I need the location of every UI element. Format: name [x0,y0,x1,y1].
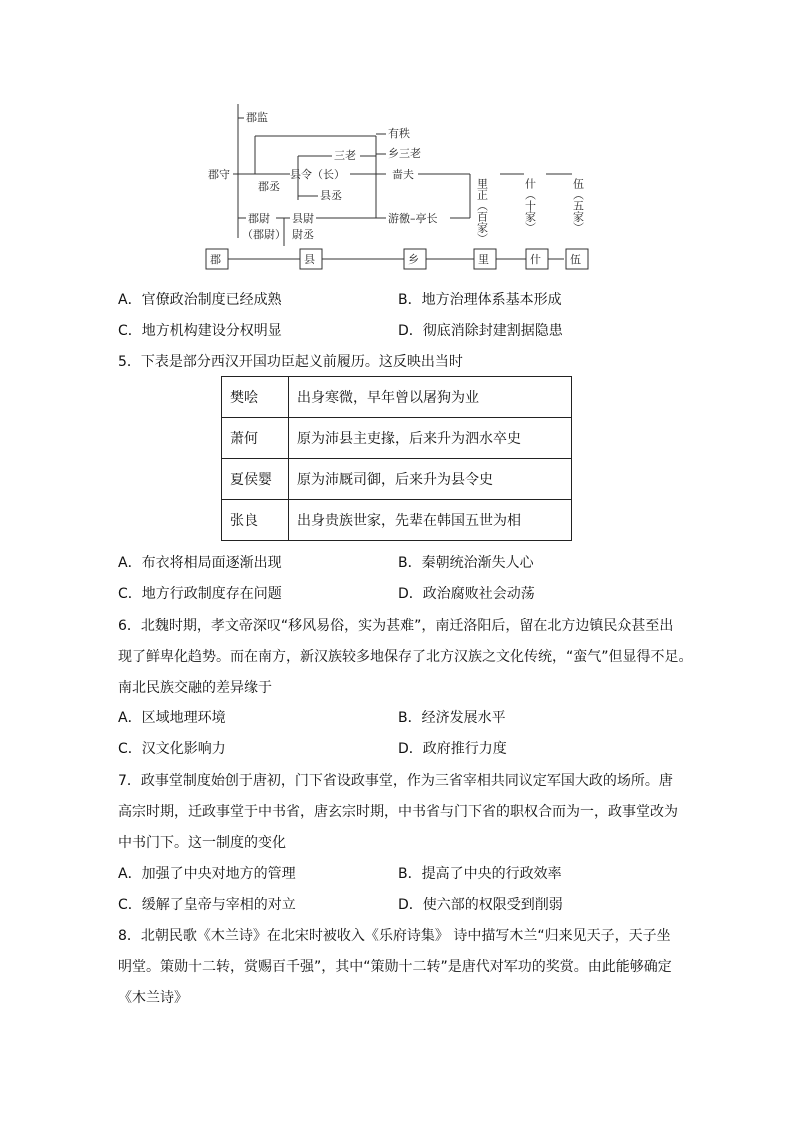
label-jianjian: 郡监 [246,111,268,124]
label-youjiao-tingzhang: 游徼–亭长 [388,212,438,225]
q4-option-d[interactable]: D．彻底消除封建割据隐患 [398,323,563,339]
level-box-xian [300,249,322,269]
q7-stem-line-2: 高宗时期，迁政事堂于中书省，唐玄宗时期，中书省与门下省的职权合而为一，政事堂改为 [118,804,678,820]
q6-stem-line-1: 6．北魏时期，孝文帝深叹“移风易俗，实为甚难”，南迁洛阳后，留在北方边镇民众甚至出 [118,618,674,634]
q8-stem-line-1: 8．北朝民歌《木兰诗》在北宋时被收入《乐府诗集》 诗中描写木兰“归来见天子，天子坐 [118,928,671,944]
label-junshou: 郡守 [208,168,230,181]
background-cell: 原为沛县主吏掾，后来升为泗水卒史 [289,418,572,459]
background-cell: 原为沛厩司御，后来升为县令史 [289,459,572,500]
label-xiancheng: 县丞 [320,189,342,202]
svg-text:里: 里 [478,253,489,266]
level-box-wu [566,249,588,269]
svg-text:乡: 乡 [408,253,419,266]
q7-stem-line-3: 中书门下。这一制度的变化 [118,835,286,851]
label-youzhi: 有秩 [388,127,410,140]
table-row [222,418,572,459]
q4-option-b[interactable]: B．地方治理体系基本形成 [398,292,562,308]
person-name-cell: 萧何 [222,418,289,459]
label-sefu: 啬夫 [392,168,414,181]
q8-stem-line-2: 明堂。策勋十二转，赏赐百千强”，其中“策勋十二转”是唐代对军功的奖赏。由此能够确定 [118,959,672,975]
label-weicheng: 尉丞 [292,228,314,241]
label-juncheng: 郡丞 [258,180,280,193]
svg-text:什（十家）: 什（十家） [523,178,537,233]
label-wu [572,178,585,233]
q6-stem-line-3: 南北民族交融的差异缘于 [118,680,272,696]
svg-text:伍: 伍 [570,253,581,266]
table-row [222,377,572,418]
background-cell: 出身贵族世家，先辈在韩国五世为相 [289,500,572,541]
q5-option-a[interactable]: A．布衣将相局面逐渐出现 [118,555,282,571]
person-name-cell: 夏侯婴 [222,459,289,500]
q7-option-a[interactable]: A．加强了中央对地方的管理 [118,866,296,882]
label-shi [524,177,537,233]
label-xiangsanlao: 乡三老 [388,147,421,160]
level-box-xiang [404,249,426,269]
q5-option-d[interactable]: D．政治腐败社会动荡 [398,586,535,602]
q5-option-c[interactable]: C．地方行政制度存在问题 [118,586,282,602]
q7-option-b[interactable]: B．提高了中央的行政效率 [398,866,562,882]
label-sanlao: 三老 [334,149,356,162]
label-junwei-alt: （郡尉） [242,228,286,241]
q7-stem-line-1: 7．政事堂制度始创于唐初，门下省设政事堂，作为三省宰相共同议定军国大政的场所。唐 [118,773,673,789]
q6-stem-line-2: 现了鲜卑化趋势。而在南方，新汉族较多地保存了北方汉族之文化传统，“蛮气”但显得不足。 [118,649,693,665]
q6-option-d[interactable]: D．政府推行力度 [398,741,507,757]
table-row [222,500,572,541]
q8-stem-line-3: 《木兰诗》 [118,990,188,1006]
q6-option-a[interactable]: A．区域地理环境 [118,710,226,726]
svg-text:什: 什 [530,253,541,266]
table-row [222,459,572,500]
label-xianwei: 县尉 [292,212,314,225]
person-name-cell: 张良 [222,500,289,541]
level-box-shi [526,249,548,269]
label-xianling: 县令（长） [290,168,345,181]
svg-text:郡: 郡 [210,253,221,266]
label-lizheng [476,178,489,244]
q6-option-c[interactable]: C．汉文化影响力 [118,741,226,757]
svg-text:里正（百家）: 里正（百家） [475,178,489,244]
q6-option-b[interactable]: B．经济发展水平 [398,710,506,726]
svg-text:伍（五家）: 伍（五家） [571,178,585,233]
svg-text:县: 县 [304,253,315,266]
q7-option-c[interactable]: C．缓解了皇帝与宰相的对立 [118,897,296,913]
q4-option-a[interactable]: A．官僚政治制度已经成熟 [118,292,282,308]
person-name-cell: 樊哙 [222,377,289,418]
q4-option-c[interactable]: C．地方机构建设分权明显 [118,323,282,339]
local-administration-diagram [0,0,794,280]
q5-stem: 5．下表是部分西汉开国功臣起义前履历。这反映出当时 [118,354,463,370]
level-box-jun [206,249,228,269]
q7-option-d[interactable]: D．使六部的权限受到削弱 [398,897,563,913]
q5-option-b[interactable]: B．秦朝统治渐失人心 [398,555,534,571]
q5-table [221,376,572,541]
background-cell: 出身寒微，早年曾以屠狗为业 [289,377,572,418]
level-box-li [474,249,496,269]
label-junwei: 郡尉 [248,212,270,225]
